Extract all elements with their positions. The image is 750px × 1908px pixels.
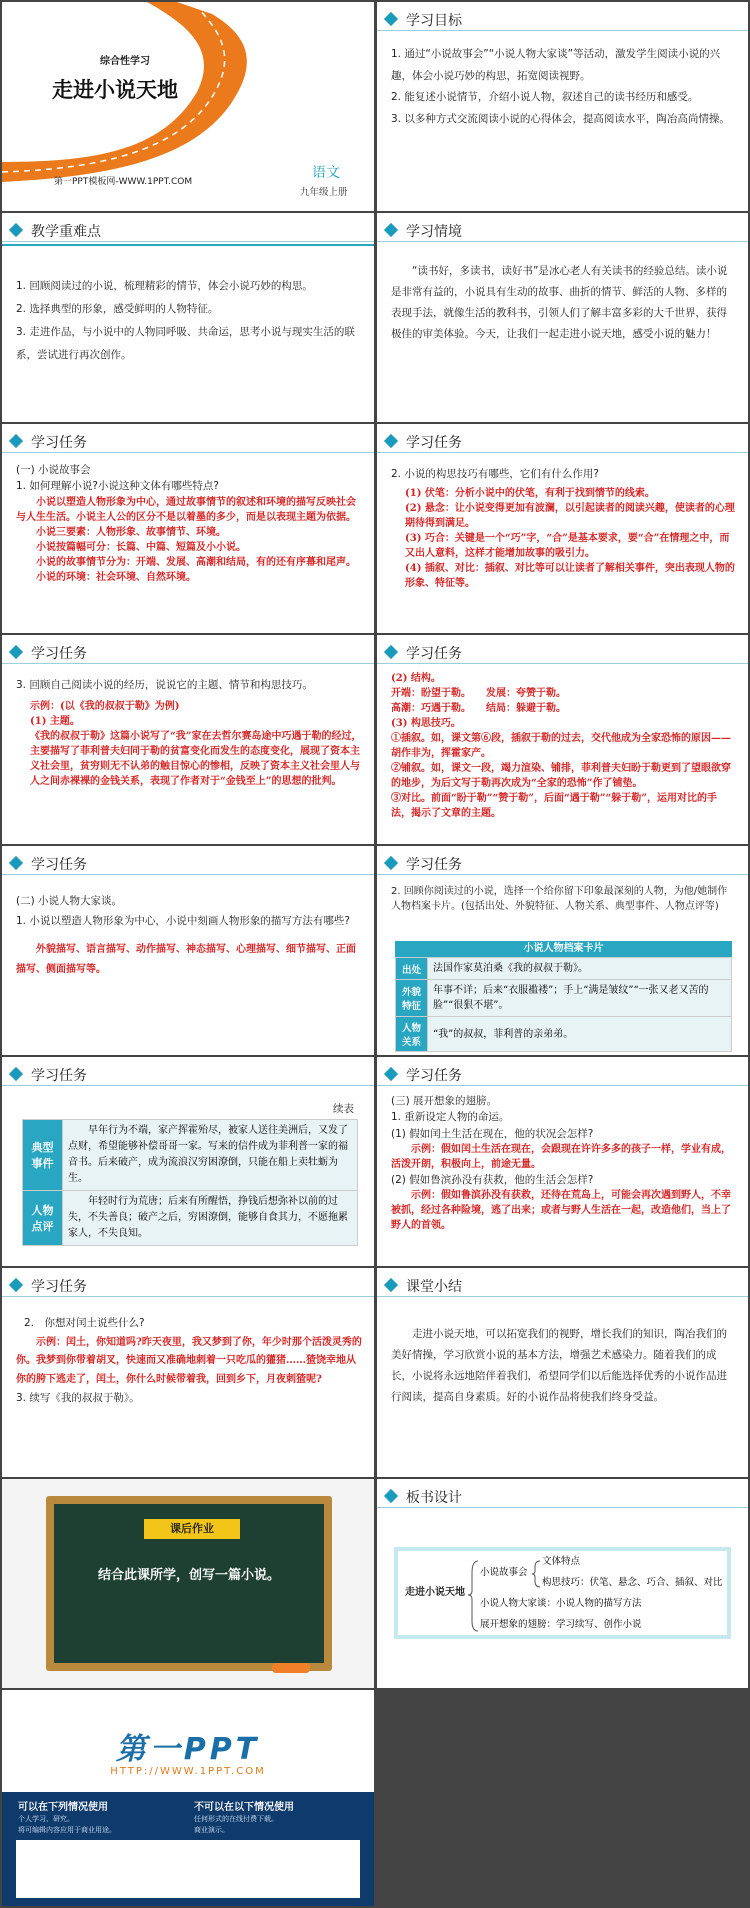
cannot-use-2: 商业演示。 <box>194 1826 229 1834</box>
card-value: 年事不详；后来“衣服褴褛”；手上“满是皱纹”“一张又老又苦的脸”“很狠不堪”。 <box>428 980 732 1017</box>
slide-task-6 <box>377 846 748 1055</box>
question-2: (2) 假如鲁滨孙没有获救，他的生活会怎样? <box>391 1173 594 1186</box>
technique-4: (4) 插叙、对比：插叙、对比等可以让读者了解相关事件，突出表现人物的形象、特征等。 <box>405 563 735 590</box>
technique-label: (3) 构思技巧。 <box>391 718 461 729</box>
link-list <box>16 1840 360 1898</box>
section-heading: (二) 小说人物大家谈。 <box>16 895 123 907</box>
subject: 语文 <box>312 165 340 181</box>
diamond-icon <box>384 12 398 26</box>
objective-1: 1. 通过“小说故事会”“小说人物大家谈”等活动，激发学生阅读小说的兴趣，体会小说巧妙的构思，拓宽阅读视野。 <box>391 48 721 82</box>
point-2: 2. 选择典型的形象，感受鲜明的人物特征。 <box>16 303 219 316</box>
slide-summary <box>377 1268 748 1477</box>
slide-task-5 <box>2 846 374 1055</box>
profile-card <box>395 941 732 1052</box>
board-branch-1: 小说故事会 <box>480 1567 528 1578</box>
diamond-icon <box>384 856 398 870</box>
slide-title <box>2 2 374 211</box>
diamond-icon <box>384 1278 398 1292</box>
diamond-icon <box>384 645 398 659</box>
profile-card-continued <box>22 1119 358 1246</box>
technique-3: (3) 巧合：关键是一个“巧”字，“合”是基本要求，要“合”在情理之中，而又出人意料，这样才能增加故事的吸引力。 <box>405 533 730 560</box>
question-2: 3. 续写《我的叔叔于勒》。 <box>16 1392 140 1405</box>
license-panel <box>2 1792 374 1906</box>
point-1: 1. 回顾阅读过的小说，梳理精彩的情节，体会小说巧妙的构思。 <box>16 280 313 292</box>
card-value: 法国作家莫泊桑《我的叔叔于勒》。 <box>428 958 732 980</box>
slide-heading: 学习任务 <box>31 1279 87 1295</box>
grade: 九年级上册 <box>300 187 348 198</box>
card-table <box>395 957 732 1052</box>
slide-task-7 <box>2 1057 374 1266</box>
slide-heading: 学习任务 <box>406 1068 462 1084</box>
slide-key-points <box>2 213 374 422</box>
diamond-icon <box>9 856 23 870</box>
question-1: 2. 你想对闰土说些什么? <box>24 1317 145 1329</box>
slide-task-4 <box>377 635 748 844</box>
answer-2: 小说三要素：人物形象、故事情节、环境。 <box>36 526 226 538</box>
slide-task-3 <box>2 635 374 844</box>
board-leaf-1: 文体特点 <box>542 1556 581 1567</box>
slide-task-1 <box>2 424 374 633</box>
technique-3: ③对比。前面“盼于勒”“赞于勒”，后面“遇于勒”“躲于勒”，运用对比的手法，揭示了文章的主题。 <box>391 793 718 819</box>
question-1: (1) 假如闰土生活在现在，他的状况会怎样? <box>391 1127 594 1140</box>
answer-2: 示例：假如鲁滨孙没有获救，还待在荒岛上，可能会再次遇到野人，不幸被抓，经过各种险境，逃了出来；或者与野人生活在一起，改造他们，当上了野人的首领。 <box>391 1190 731 1232</box>
answer-4: 小说的故事情节分为：开端、发展、高潮和结局，有的还有序幕和尾声。 <box>36 556 356 568</box>
question: 1. 小说以塑造人物形象为中心，小说中刻画人物形象的描写方法有哪些? <box>16 914 350 927</box>
card-table <box>22 1119 358 1246</box>
theme-text: 《我的叔叔于勒》这篇小说写了“我”家在去哲尔赛岛途中巧遇于勒的经过，主要描写了菲利普夫妇同于勒的贫富变化而发生的态度变化，展现了资本主义社会里，贫穷则无不认弟的触目惊心的惨相，反映了资本主义社会里人与人之间赤裸裸的金钱关系，表现了作者对于“金钱至上”的思想的批判。 <box>30 731 362 788</box>
can-use-1: 个人学习、研究。 <box>18 1815 74 1823</box>
cannot-use-heading: 不可以在以下情况使用 <box>194 1802 294 1813</box>
slide-heading: 学习任务 <box>31 435 87 451</box>
diamond-icon <box>9 1278 23 1292</box>
diamond-icon <box>384 223 398 237</box>
subtitle: 综合性学习 <box>100 56 150 67</box>
slide-heading: 学习任务 <box>31 1068 87 1084</box>
slide-heading: 学习任务 <box>31 857 87 873</box>
slide-heading: 课堂小结 <box>406 1279 462 1295</box>
technique-1: (1) 伏笔：分析小说中的伏笔，有利于找到情节的线索。 <box>405 488 655 500</box>
slide-task-9 <box>2 1268 374 1477</box>
question: 2. 小说的构思技巧有哪些，它们有什么作用? <box>391 468 599 480</box>
slide-heading: 学习任务 <box>406 646 462 662</box>
diamond-icon <box>384 1067 398 1081</box>
diamond-icon <box>9 434 23 448</box>
slide-task-8 <box>377 1057 748 1266</box>
technique-2: ②铺叙。如，课文一段，竭力渲染、铺排，菲利普夫妇盼于勒更到了望眼欲穿的地步，为后文写于勒再次成为“全家的恐怖”作了铺垫。 <box>391 763 731 789</box>
diamond-icon <box>384 434 398 448</box>
blackboard <box>46 1496 332 1671</box>
slide-heading: 教学重难点 <box>31 224 101 240</box>
card-key: 人物关系 <box>396 1017 428 1052</box>
slide-heading: 学习任务 <box>406 857 462 873</box>
card-value: 早年行为不端，家产挥霍殆尽，被家人送往美洲后，又发了点财，希望能够补偿哥哥一家。写来的信件成为菲利普一家的福音书。后来破产，成为流浪汉穷困潦倒，只能在船上卖牡蛎为生。 <box>63 1120 358 1191</box>
homework-text: 结合此课所学，创写一篇小说。 <box>97 1568 280 1583</box>
homework-tag: 课后作业 <box>144 1519 240 1539</box>
question: 2. 回顾你阅读过的小说，选择一个给你留下印象最深刻的人物，为他/她制作人物档案卡片。(包括出处、外貌特征、人物关系、典型事件、人物点评等) <box>391 886 728 912</box>
section-heading: (一) 小说故事会 <box>16 464 91 476</box>
objective-2: 2. 能复述小说情节，介绍小说人物，叙述自己的读书经历和感受。 <box>391 91 699 104</box>
slide-heading: 学习任务 <box>406 435 462 451</box>
chalk-icon <box>272 1663 310 1673</box>
technique-2: (2) 悬念：让小说变得更加有波澜，以引起读者的阅读兴趣，使读者的心理期待得到满足。 <box>405 503 735 530</box>
card-value: 年轻时行为荒唐；后来有所醒悟，挣钱后想弥补以前的过失，不失善良；破产之后，穷困潦倒，能够自食其力，不愿拖累家人，不失良知。 <box>63 1191 358 1246</box>
slide-homework <box>2 1479 374 1688</box>
board-branch-2: 小说人物大家谈：小说人物的描写方法 <box>480 1598 642 1609</box>
card-title: 小说人物档案卡片 <box>395 941 732 957</box>
diamond-icon <box>384 1489 398 1503</box>
can-use-heading: 可以在下列情况使用 <box>18 1802 108 1813</box>
cannot-use-1: 任何形式的在线付费下载。 <box>194 1815 278 1823</box>
board-leaf-2: 构思技巧：伏笔、悬念、巧合、插叙、对比 <box>542 1577 723 1588</box>
technique-1: ①插叙。如，课文第⑥段，插叙于勒的过去，交代他成为全家恐怖的原因——胡作非为，挥霍家产。 <box>391 733 731 759</box>
can-use-2: 将可编辑内容应用于商业用途。 <box>18 1826 116 1834</box>
answer-3: 小说按篇幅可分：长篇、中篇、短篇及小小说。 <box>36 541 246 553</box>
diamond-icon <box>9 1067 23 1081</box>
answer-1: 小说以塑造人物形象为中心，通过故事情节的叙述和环境的描写反映社会与人生生活。小说主人公的区分不是以着墨的多少，而是以表现主题为依据。 <box>16 496 356 523</box>
slide-footer <box>2 1690 374 1906</box>
question: 3. 回顾自己阅读小说的经历，说说它的主题、情节和构思技巧。 <box>16 679 313 691</box>
brand-logo: 第一PPT <box>115 1732 261 1767</box>
slide-context <box>377 213 748 422</box>
answer-5: 小说的环境：社会环境、自然环境。 <box>36 571 196 583</box>
structure-label: (2) 结构。 <box>391 673 441 684</box>
structure-line-2: 高潮：巧遇于勒。 结局：躲避于勒。 <box>391 703 566 714</box>
slide-task-2 <box>377 424 748 633</box>
example-label: 示例：(以《我的叔叔于勒》为例) <box>30 701 180 713</box>
slide-board-design <box>377 1479 748 1688</box>
card-key: 外貌特征 <box>396 980 428 1017</box>
slide-objectives <box>377 2 748 211</box>
board-diagram <box>394 1547 731 1639</box>
card-key: 出处 <box>396 958 428 980</box>
page-title: 走进小说天地 <box>52 78 178 102</box>
slide-heading: 学习情境 <box>406 224 462 240</box>
card-key: 人物点评 <box>23 1191 63 1246</box>
diamond-icon <box>9 645 23 659</box>
slide-heading: 板书设计 <box>406 1490 462 1506</box>
summary-text: 走进小说天地，可以拓宽我们的视野，增长我们的知识，陶冶我们的美好情操，学习欣赏小说的基本方法，增强艺术感染力。随着我们的成长，小说将永远地陪伴着我们，希望同学们以后能选择优秀的小说作品进行阅读，提高自身素质。好的小说作品将使我们终身受益。 <box>391 1328 727 1403</box>
board-branch-3: 展开想象的翅膀：学习续写、创作小说 <box>480 1619 642 1630</box>
answer-1: 示例：假如闰土生活在现在，会跟现在许许多多的孩子一样，学业有成，活泼开朗，积极向上，前途无量。 <box>391 1143 731 1170</box>
board-root: 走进小说天地 <box>405 1587 465 1598</box>
point-3: 3. 走进作品，与小说中的人物同呼吸、共命运，思考小说与现实生活的联系，尝试进行再次创作。 <box>16 326 355 362</box>
diamond-icon <box>9 223 23 237</box>
section-heading: (三) 展开想象的翅膀。 <box>391 1095 498 1107</box>
card-value: “我”的叔叔，菲利普的亲弟弟。 <box>428 1017 732 1052</box>
card-key: 典型事件 <box>23 1120 63 1191</box>
slide-heading: 学习任务 <box>31 646 87 662</box>
answer: 示例：闰土，你知道吗?昨天夜里，我又梦到了你，年少时那个活泼灵秀的你。我梦到你带着胡叉，快速而又准确地刺着一只吃瓜的獾猪……猹饶幸地从你的胯下逃走了，闰土，你什么时候带着我，回到乡下，月夜刺猹呢? <box>16 1336 362 1385</box>
theme-label: (1) 主题。 <box>30 716 80 728</box>
structure-line-1: 开端：盼望于勒。 发展：夸赞于勒。 <box>391 688 566 699</box>
objective-3: 3. 以多种方式交流阅读小说的心得体会，提高阅读水平，陶冶高尚情操。 <box>391 112 730 125</box>
subheading: 1. 重新设定人物的命运。 <box>391 1111 510 1124</box>
continued-label: 续表 <box>333 1103 354 1115</box>
answer: 外貌描写、语言描写、动作描写、神态描写、心理描写、细节描写、正面描写、侧面描写等。 <box>16 943 356 975</box>
site-text: 第一PPT模板网-WWW.1PPT.COM <box>54 177 193 187</box>
slide-heading: 学习目标 <box>406 13 462 29</box>
brand-url: HTTP://WWW.1PPT.COM <box>110 1766 266 1777</box>
question: 1. 如何理解小说?小说这种文体有哪些特点? <box>16 480 220 493</box>
context-text: “读书好，多读书，读好书”是冰心老人有关读书的经验总结。读小说是非常有益的，小说具有生动的故事、曲折的情节、鲜活的人物、多样的表现手法，就像生活的教科书，引领人们了解丰富多彩的大千世界，获得极佳的审美体验。今天，让我们一起走进小说天地，感受小说的魅力！ <box>391 265 728 340</box>
